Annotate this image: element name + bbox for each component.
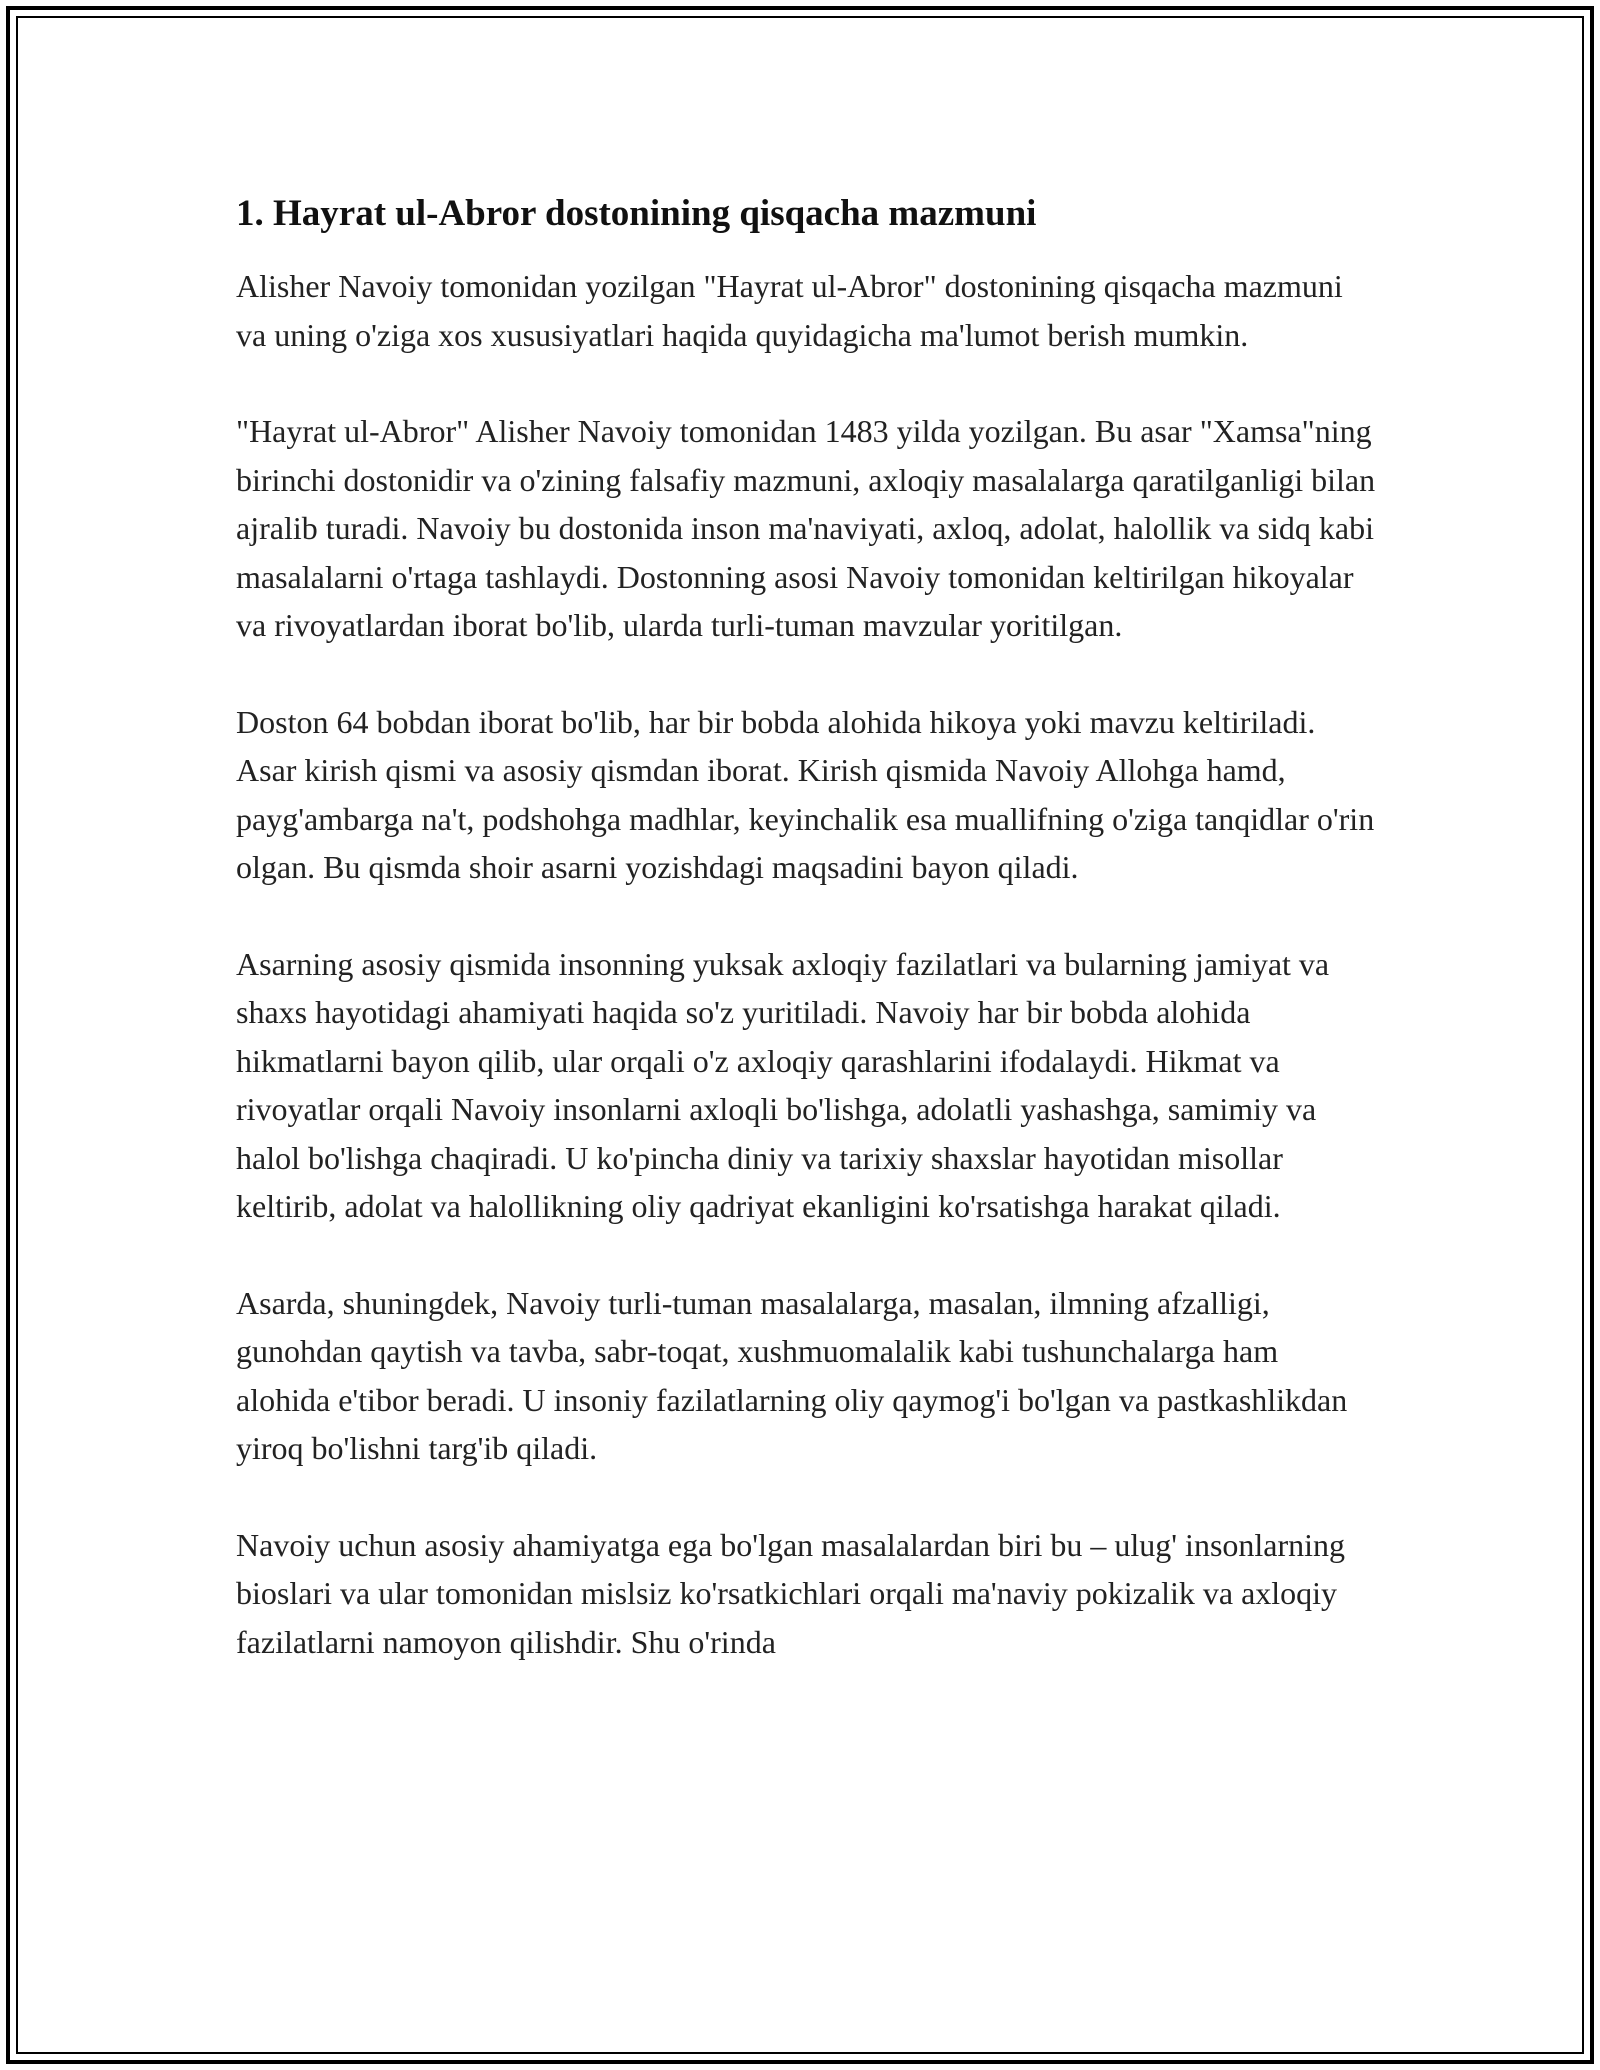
paragraph-themes: Asarda, shuningdek, Navoiy turli-tuman masalalarga, masalan, ilmning afzalligi, gunohdan qaytish va tavba, sabr-toqat, xushmuomalalik kabi tushunchalarga ham alohida e'tibor beradi. U insoniy fazilatlarning oliy qaymog'i bo'lgan va pastkashlikdan yiroq bo'lishni targ'ib qiladi. bbox=[236, 1284, 1348, 1466]
paragraph-history: "Hayrat ul-Abror" Alisher Navoiy tomonidan 1483 yilda yozilgan. Bu asar "Xamsa"ning birinchi dostonidir va o'zining falsafiy mazmuni, axloqiy masalalarga qaratilganligi bilan ajralib turadi. Navoiy bu dostonida inson ma'naviyati, axloq, adolat, halollik va sidq kabi masalalarni o'rtaga tashlaydi. Dostonning asosi Navoiy tomonidan keltirilgan hikoyalar va rivoyatlardan iborat bo'lib, ularda turli-tuman mavzular yoritilgan. bbox=[236, 413, 1376, 643]
paragraph-intro: Alisher Navoiy tomonidan yozilgan "Hayrat ul-Abror" dostonining qisqacha mazmuni va uning o'ziga xos xususiyatlari haqida quyidagicha ma'lumot berish mumkin. bbox=[236, 268, 1343, 353]
paragraph-structure: Doston 64 bobdan iborat bo'lib, har bir bobda alohida hikoya yoki mavzu keltiriladi. Asar kirish qismi va asosiy qismdan iborat. Kirish qismida Navoiy Allohga hamd, payg'ambarga na't, podshohga madhlar, keyinchalik esa muallifning o'ziga tanqidlar o'rin olgan. Bu qismda shoir asarni yozishdagi maqsadini bayon qiladi. bbox=[236, 703, 1375, 885]
document-body bbox=[236, 186, 1376, 1714]
page-title: 1. Hayrat ul-Abror dostonining qisqacha mazmuni bbox=[236, 193, 1037, 234]
paragraph-main-part: Asarning asosiy qismida insonning yuksak axloqiy fazilatlari va bularning jamiyat va shaxs hayotidagi ahamiyati haqida so'z yuritiladi. Navoiy har bir bobda alohida hikmatlarni bayon qilib, ular orqali o'z axloqiy qarashlarini ifodalaydi. Hikmat va rivoyatlar orqali Navoiy insonlarni axloqli bo'lishga, adolatli yashashga, samimiy va halol bo'lishga chaqiradi. U ko'pincha diniy va tarixiy shaxslar hayotidan misollar keltirib, adolat va halollikning oliy qadriyat ekanligini ko'rsatishga harakat qiladi. bbox=[236, 945, 1330, 1224]
paragraph-conclusion: Navoiy uchun asosiy ahamiyatga ega bo'lgan masalalardan biri bu – ulug' insonlarning bioslari va ular tomonidan mislsiz ko'rsatkichlari orqali ma'naviy pokizalik va axloqiy fazilatlarni namoyon qilishdir. Shu o'rinda bbox=[236, 1526, 1346, 1660]
